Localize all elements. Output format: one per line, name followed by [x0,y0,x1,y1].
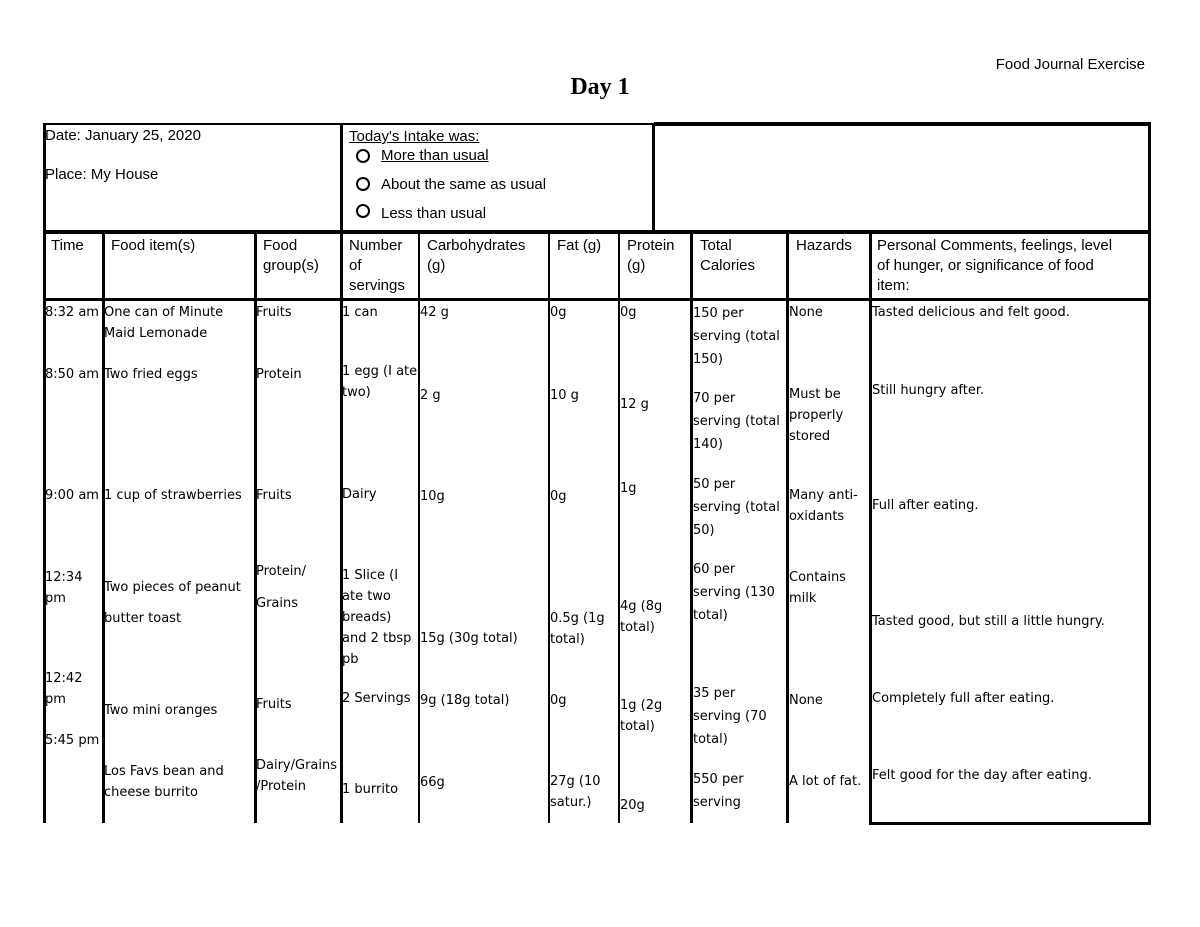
hazards-cell: A lot of fat. [789,774,862,789]
hazards-cell: Many anti- oxidants [789,488,858,524]
carbs-cell: 66g [420,775,445,790]
column-header-total-calories: Total Calories [700,237,756,274]
protein-cell: 4g (8g total) [620,599,663,635]
option-about-same: About the same as usual [381,176,547,193]
comment-cell: Felt good for the day after eating. [872,768,1092,783]
column-header-servings: Number of servings [349,237,405,294]
food-item-cell: One can of Minute Maid Lemonade [104,305,224,341]
servings-cell: 1 egg (I ate two) [342,364,418,400]
place-field: Place: My House [45,166,159,183]
fat-cell: 0g [550,305,567,320]
hazards-cell: Must be properly stored [789,387,844,444]
time-cell: 5:45 pm [45,733,100,748]
radio-less-than-usual[interactable] [356,204,370,218]
servings-cell: 1 can [342,305,378,320]
carbs-cell: 15g (30g total) [420,631,518,646]
time-cell: 8:50 am [45,367,99,382]
carbs-cell: 10g [420,489,445,504]
protein-cell: 1g (2g total) [620,698,663,734]
column-header-time: Time [51,237,84,254]
fat-cell: 0g [550,489,567,504]
protein-cell: 20g [620,798,645,813]
radio-about-same[interactable] [356,177,370,191]
calories-cell: 35 per serving (70 total) [693,686,767,747]
food-item-cell: Two pieces of peanut [104,580,241,595]
column-header-carbohydrates: Carbohydrates (g) [427,237,526,274]
food-group-cell: Protein/ [256,564,306,579]
servings-cell: 1 burrito [342,782,399,797]
column-header-protein: Protein (g) [627,237,675,274]
option-less-than-usual: Less than usual [381,205,487,222]
column-header-food-items: Food item(s) [111,237,196,254]
comment-cell: Tasted good, but still a little hungry. [872,614,1105,629]
time-cell: 12:34 pm [45,570,83,606]
calories-cell: 70 per serving (total 140) [693,391,780,452]
calories-cell: 60 per serving (130 total) [693,562,775,623]
fat-cell: 27g (10 satur.) [550,774,601,810]
carbs-cell: 9g (18g total) [420,693,510,708]
calories-cell: 550 per serving [693,772,744,810]
hazards-cell: Contains milk [789,570,846,606]
protein-cell: 1g [620,481,637,496]
protein-cell: 0g [620,305,637,320]
option-more-than-usual: More than usual [381,147,489,164]
carbs-cell: 42 g [420,305,449,320]
food-item-cell: Los Favs bean and cheese burrito [104,764,224,800]
comment-cell: Full after eating. [872,498,979,513]
fat-cell: 0.5g (1g total) [550,611,605,647]
food-item-cell: butter toast [104,611,182,626]
protein-cell: 12 g [620,397,649,412]
fat-cell: 10 g [550,388,579,403]
column-header-food-groups: Food group(s) [263,237,319,274]
carbs-cell: 2 g [420,388,441,403]
food-group-cell: Dairy/Grains /Protein [256,758,338,794]
food-group-cell: Fruits [256,488,292,503]
time-cell: 12:42 pm [45,671,83,707]
date-field: Date: January 25, 2020 [45,127,201,144]
food-group-cell: Fruits [256,305,292,320]
servings-cell: 2 Servings [342,691,411,706]
comment-cell: Completely full after eating. [872,691,1055,706]
calories-cell: 50 per serving (total 50) [693,477,780,538]
hazards-cell: None [789,305,823,320]
column-header-comments: Personal Comments, feelings, level of hunger, or significance of food item: [877,237,1113,294]
food-item-cell: Two fried eggs [104,367,198,382]
food-group-cell: Fruits [256,697,292,712]
page-title: Day 1 [570,74,630,100]
comment-cell: Tasted delicious and felt good. [872,305,1070,320]
servings-cell: 1 Slice (I ate two breads) and 2 tbsp pb [342,568,412,667]
food-group-cell: Protein [256,367,302,382]
column-header-hazards: Hazards [796,237,852,254]
comment-cell: Still hungry after. [872,383,985,398]
time-cell: 9:00 am [45,488,99,503]
calories-cell: 150 per serving (total 150) [693,306,780,367]
food-group-cell: Grains [256,596,299,611]
radio-more-than-usual[interactable] [356,149,370,163]
servings-cell: Dairy [342,487,377,502]
food-item-cell: Two mini oranges [104,703,218,718]
intake-label: Today's Intake was: [349,128,480,145]
document-label: Food Journal Exercise [995,56,1145,73]
hazards-cell: None [789,693,823,708]
time-cell: 8:32 am [45,305,99,320]
food-item-cell: 1 cup of strawberries [104,488,242,503]
column-header-fat: Fat (g) [557,237,602,254]
fat-cell: 0g [550,693,567,708]
